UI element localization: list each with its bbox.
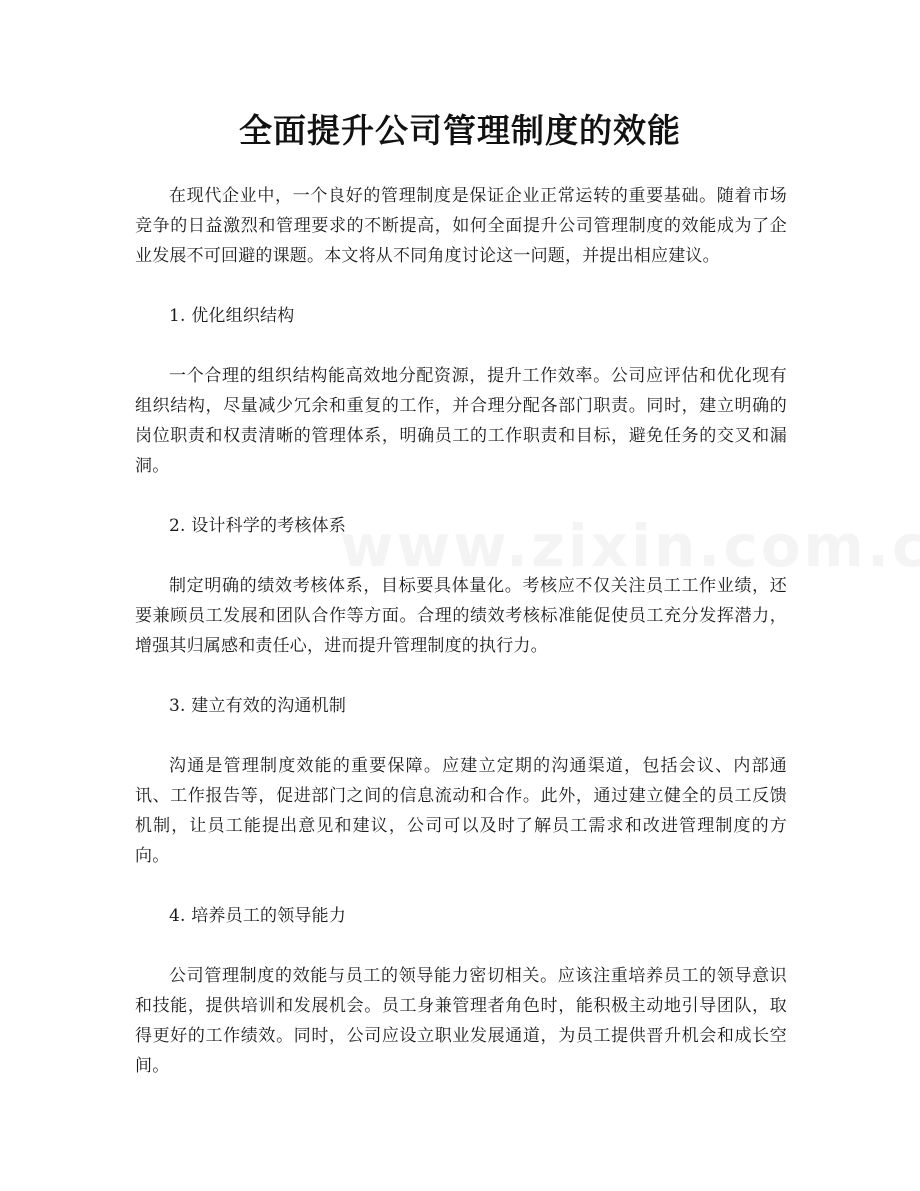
section-body-2: 制定明确的绩效考核体系，目标要具体量化。考核应不仅关注员工工作业绩，还要兼顾员工发展和团队合作等方面。合理的绩效考核标准能促使员工充分发挥潜力，增强其归属感和责任心，进而提升管理制度的执行力。 [135, 576, 787, 656]
document-title: 全面提升公司管理制度的效能 [239, 111, 681, 150]
section-body-3: 沟通是管理制度效能的重要保障。应建立定期的沟通渠道，包括会议、内部通讯、工作报告等，促进部门之间的信息流动和合作。此外，通过建立健全的员工反馈机制，让员工能提出意见和建议，公司可以及时了解员工需求和改进管理制度的方向。 [135, 756, 787, 866]
section-heading-4: 4. 培养员工的领导能力 [169, 906, 347, 926]
section-body-4: 公司管理制度的效能与员工的领导能力密切相关。应该注重培养员工的领导意识和技能，提供培训和发展机会。员工身兼管理者角色时，能积极主动地引导团队，取得更好的工作绩效。同时，公司应设立职业发展通道，为员工提供晋升机会和成长空间。 [135, 966, 787, 1076]
section-body-1: 一个合理的组织结构能高效地分配资源，提升工作效率。公司应评估和优化现有组织结构，尽量减少冗余和重复的工作，并合理分配各部门职责。同时，建立明确的岗位职责和权责清晰的管理体系，明确员工的工作职责和目标，避免任务的交叉和漏洞。 [135, 366, 787, 476]
section-heading-1: 1. 优化组织结构 [169, 306, 295, 326]
section-heading-2: 2. 设计科学的考核体系 [169, 516, 347, 536]
document-body [135, 181, 787, 1111]
section-heading-3: 3. 建立有效的沟通机制 [169, 696, 347, 716]
intro-paragraph: 在现代企业中，一个良好的管理制度是保证企业正常运转的重要基础。随着市场竞争的日益激烈和管理要求的不断提高，如何全面提升公司管理制度的效能成为了企业发展不可回避的课题。本文将从不同角度讨论这一问题，并提出相应建议。 [135, 186, 787, 266]
